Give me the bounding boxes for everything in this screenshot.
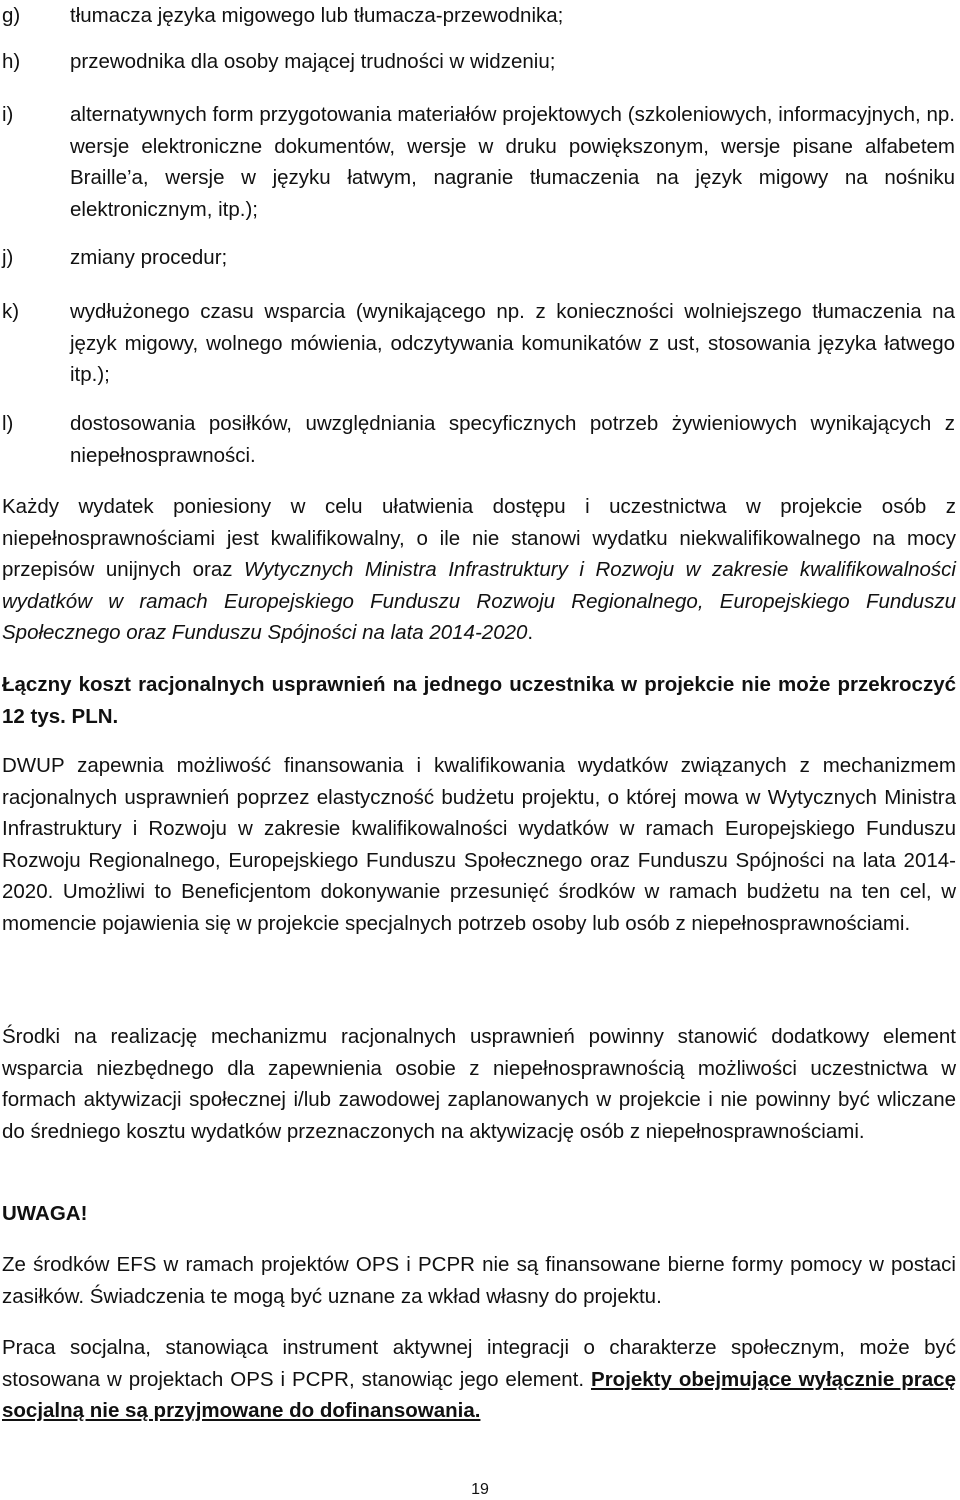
paragraph-eligibility — [2, 491, 956, 649]
list-item-text: tłumacza języka migowego lub tłumacza-przewodnika; — [70, 4, 564, 27]
list-marker: h) — [2, 50, 21, 73]
paragraph-social-work — [2, 1332, 956, 1427]
list-item-j — [2, 242, 955, 274]
paragraph-end: . — [527, 621, 534, 644]
list-marker: i) — [2, 103, 14, 126]
list-item-text: wydłużonego czasu wsparcia (wynikającego np. z konieczności wolniejszego tłumaczenia na język migowy, wolnego mówienia, odczytywania komunikatów z ust, stosowania języka łatwego itp.); — [70, 300, 955, 386]
list-item-text: zmiany procedur; — [70, 246, 228, 269]
paragraph-text: Praca socjalna, stanowiąca instrument aktywnej integracji o charakterze społecznym, może być stosowana w projektach OPS i PCPR, stanowiąc jego element. — [2, 1336, 956, 1391]
page-number: 19 — [471, 1481, 489, 1498]
list-item-text: przewodnika dla osoby mającej trudności w widzeniu; — [70, 50, 556, 73]
paragraph-cost-limit: Łączny koszt racjonalnych usprawnień na jednego uczestnika w projekcie nie może przekroczyć 12 tys. PLN. — [2, 673, 956, 728]
list-item-h — [2, 46, 955, 78]
paragraph-text: Każdy wydatek poniesiony w celu ułatwienia dostępu i uczestnictwa w projekcie osób z niepełnosprawnościami jest kwalifikowalny, o ile nie stanowi wydatku niekwalifikowalnego na mocy przepisów unijnych oraz — [2, 495, 956, 581]
list-marker: j) — [2, 246, 14, 269]
list-item-g — [2, 0, 955, 32]
list-item-text: dostosowania posiłków, uwzględniania specyficznych potrzeb żywieniowych wynikających z niepełnosprawności. — [70, 412, 955, 467]
warning-heading: UWAGA! — [2, 1202, 88, 1225]
list-item-l — [2, 408, 955, 471]
list-marker: k) — [2, 300, 20, 323]
list-item-k — [2, 296, 955, 391]
list-marker: g) — [2, 4, 21, 27]
list-item-text: alternatywnych form przygotowania materiałów projektowych (szkoleniowych, informacyjnych, np. wersje elektroniczne dokumentów, wersje w druku powiększonym, wersje pisane alfabetem Braille’a, wersje w języku łatwym, nagranie tłumaczenia na język migowy na nośniku elektronicznym, itp.); — [70, 103, 955, 221]
list-item-i — [2, 99, 955, 225]
paragraph-funds: Środki na realizację mechanizmu racjonalnych usprawnień powinny stanowić dodatkowy element wsparcia niezbędnego dla zapewnienia osobie z niepełnosprawnością możliwości uczestnictwa w formach aktywizacji społecznej i/lub zawodowej zaplanowanych w projekcie i nie powinny być wliczane do średniego kosztu wydatków przeznaczonych na aktywizację osób z niepełnosprawnościami. — [2, 1025, 956, 1143]
paragraph-efs: Ze środków EFS w ramach projektów OPS i PCPR nie są finansowane bierne formy pomocy w postaci zasiłków. Świadczenia te mogą być uznane za wkład własny do projektu. — [2, 1253, 956, 1308]
emphasis-text: Projekty obejmujące wyłącznie pracę socjalną nie są przyjmowane do dofinansowania. — [2, 1367, 956, 1422]
paragraph-dwup: DWUP zapewnia możliwość finansowania i kwalifikowania wydatków związanych z mechanizmem racjonalnych usprawnień poprzez elastyczność budżetu projektu, o której mowa w Wytycznych Ministra Infrastruktury i Rozwoju w zakresie kwalifikowalności wydatków w ramach Europejskiego Funduszu Rozwoju Regionalnego, Europejskiego Funduszu Społecznego oraz Funduszu Spójności na lata 2014-2020. Umożliwi to Beneficjentom dokonywanie przesunięć środków w ramach budżetu na ten cel, w momencie pojawienia się w projekcie specjalnych potrzeb osoby lub osób z niepełnosprawnościami. — [2, 754, 956, 935]
list-marker: l) — [2, 412, 14, 435]
guidelines-title: Wytycznych Ministra Infrastruktury i Rozwoju w zakresie kwalifikowalności wydatków w ramach Europejskiego Funduszu Rozwoju Regionalnego, Europejskiego Funduszu Społecznego oraz Funduszu Spójności na lata 2014-2020 — [2, 558, 956, 644]
